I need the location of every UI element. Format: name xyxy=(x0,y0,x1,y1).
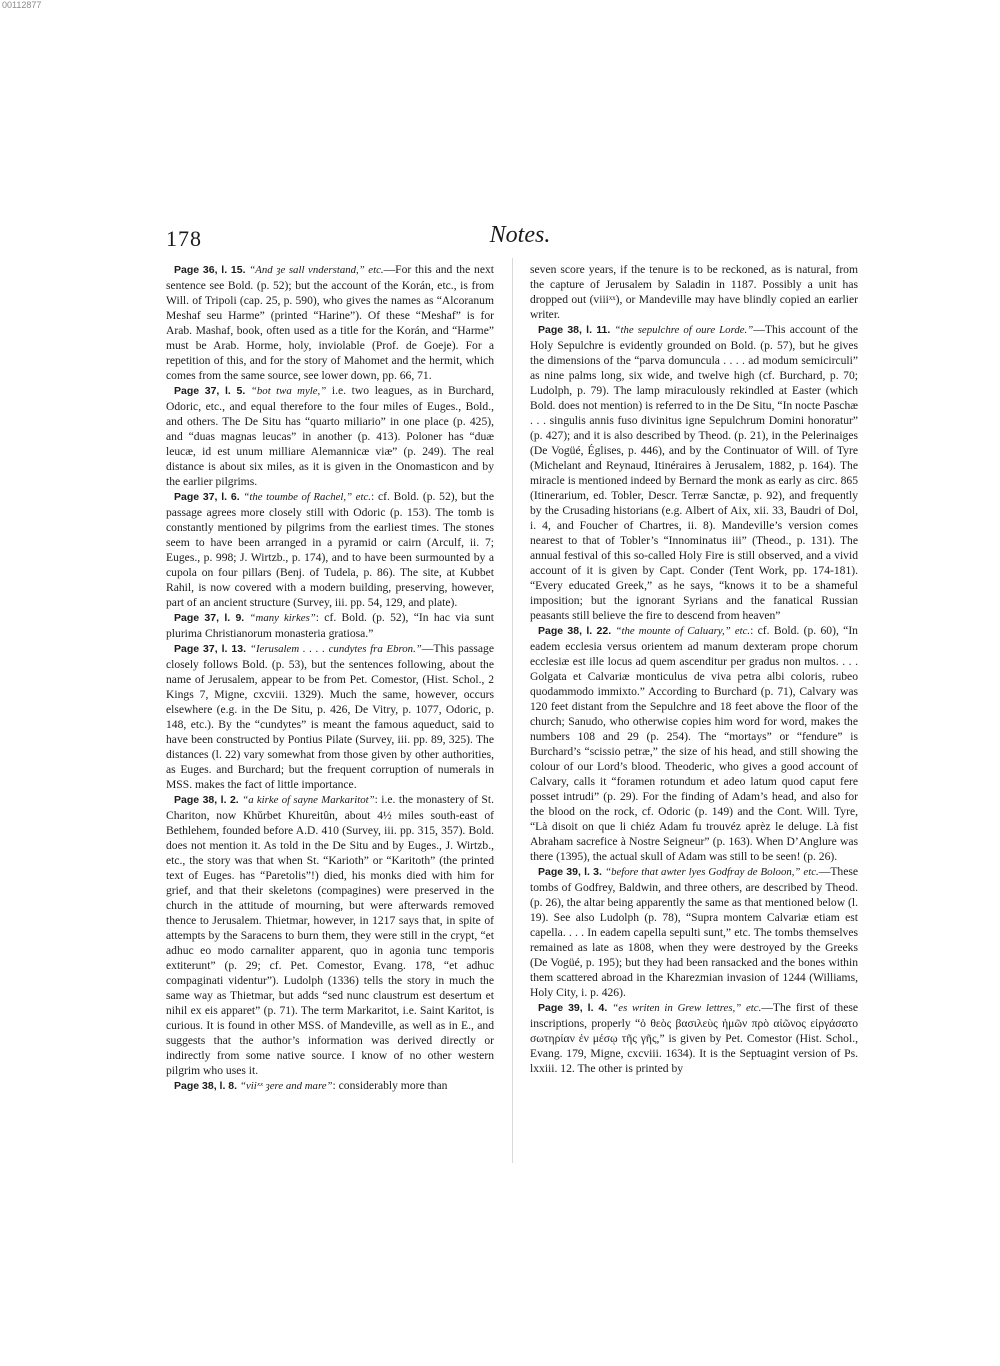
left-column xyxy=(166,262,494,1094)
note-reference: Page 36, l. 15. xyxy=(174,264,246,276)
note-text: —This account of the Holy Sepulchre is evidently grounded on Bold. (p. 57), but he gives the dimensions of the “parva domuncula . . . . ad modum semicirculi” as nine palms long, six wide, and twelve high (cf. Burchard, p. 70; Ludolph, p. 79). The lamp miraculously rekindled at Easter (which Bold. does not mention) is referred to in the De Situ, “In nocte Paschæ . . . singulis annis fuso divinitus igne Sepulchrum Domini honoratur” (p. 427); and it is also described by Theod. (p. 21), in the Pelerinaiges (De Vogüé, Églises, p. 446), and by the Continuator of Will. of Tyre (Michelant and Reynaud, Itinéraires à Jerusalem, 1882, p. 164). The miracle is mentioned indeed by Bernard the monk as early as circ. 865 (Itinerarium, ed. Tobler, Descr. Terræ Sanctæ, p. 92), and frequently by the Crusading historians (e.g. Albert of Aix, xii. 33, Baudri of Dol, i. 4, and Foucher of Chartres, ii. 8). Mandeville’s version comes nearest to that of Tobler’s “Innominatus iii” (Theod., p. 131). The annual festival of this so-called Holy Fire is still observed, and a vivid account of it is given by Capt. Conder (Tent Work, pp. 174-181). “Every educated Greek,” as he says, “knows it to be a shameful imposition; but the ignorant Syrians and the fanatical Russian peasants still believe the fire to descend from heaven” xyxy=(530,323,859,622)
note-reference: Page 38, l. 11. xyxy=(538,324,611,336)
column-divider xyxy=(512,258,513,1163)
note-paragraph xyxy=(530,322,858,623)
note-reference: Page 38, l. 22. xyxy=(538,625,612,637)
note-reference: Page 37, l. 9. xyxy=(174,612,245,624)
note-reference: Page 37, l. 5. xyxy=(174,385,246,397)
running-head: Notes. xyxy=(489,222,551,248)
note-reference: Page 39, l. 3. xyxy=(538,866,602,878)
note-paragraph xyxy=(166,610,494,641)
page-number: 178 xyxy=(166,226,202,251)
note-lemma: “many kirkes” xyxy=(249,612,316,624)
note-text: : cf. Bold. (p. 60), “In eadem ecclesia versus orientem ad manum dexteram prope chorum ecclesiæ est ille locus ad quem ascenditur per gradus non multos. . . . Golgata et Calvariæ monticulus de viva petra albi coloris, rubeo quodammodo immixto.” According to Burchard (p. 71), Calvary was 120 feet distant from the Sepulchre and 18 feet above the floor of the church; Sanudo, who otherwise copies him word for word, makes the numbers 108 and 29 (p. 254). The “mortays” or “fendure” is Burchard’s “scissio petræ,” the size of his head, and still showing the colour of our Lord’s blood. Theoderic, who gives a good account of Calvary, calls it “foramen rotundum et adeo latum quod caput fere posset intrudi” (p. 29). For the finding of Adam’s head, and also for the blood on the rock, cf. Odoric (p. 149) and the Cont. Will. Tyre, “Là disoit on que li chiéz Adam fu trouvéz aprèz le deluge. Là fist Abraham sacrefice à Nostre Seigneur” (p. 163). When D’Anglure was there (1395), the actual skull of Adam was still to be seen! (p. 26). xyxy=(530,624,858,863)
note-reference: Page 38, l. 2. xyxy=(174,794,239,806)
note-paragraph xyxy=(166,792,494,1078)
note-lemma: “the toumbe of Rachel,” etc. xyxy=(243,491,371,503)
note-paragraph xyxy=(530,623,858,864)
note-paragraph-continued xyxy=(530,262,858,322)
note-lemma: “bot twa myle,” xyxy=(250,385,327,397)
note-paragraph xyxy=(166,641,494,792)
note-lemma: “And ȝe sall vnderstand,” etc. xyxy=(249,264,384,276)
note-lemma: “the sepulchre of oure Lorde.” xyxy=(614,324,754,336)
note-reference: Page 39, l. 4. xyxy=(538,1002,608,1014)
note-text: —This passage closely follows Bold. (p. 53), but the sentences following, about the name of Jerusalem, appear to be from Pet. Comestor, (Hist. Schol., 2 Kings 7, Migne, cxcviii. 1329). Much the same, however, occurs elsewhere (e.g. in the De Situ, p. 426, De Vitry, p. 1077, Odoric, p. 148, etc.). By the “cundytes” is meant the famous aqueduct, said to have been constructed by Pontius Pilate (Survey, iii. pp. 89, 325). The distances (l. 22) vary somewhat from those given by other authorities, as Euges. and Burchard; but the frequent corruption of numerals in MSS. makes the fact of little importance. xyxy=(166,642,494,791)
note-paragraph xyxy=(166,1078,494,1094)
note-paragraph xyxy=(530,864,858,1000)
note-lemma: “Ierusalem . . . . cundytes fra Ebron.” xyxy=(249,643,422,655)
note-lemma: “viiˣˣ ȝere and mare” xyxy=(239,1080,333,1092)
note-paragraph xyxy=(166,383,494,489)
note-lemma: “es writen in Grew lettres,” etc. xyxy=(612,1002,762,1014)
note-lemma: “a kirke of sayne Markaritot” xyxy=(242,794,375,806)
note-text: i.e. two leagues, as in Burchard, Odoric, etc., and equal therefore to the four miles of Euges., Bold., and others. The De Situ has “quarto miliario” in one place (p. 425), and “duas magnas leucas” in another (p. 413). Poloner has “duæ leucæ, id est unum milliare Alemannicæ viæ” (p. 249). The real distance is about six miles, as it is given in the Onomasticon and by the earlier pilgrims. xyxy=(166,384,494,488)
note-text: : i.e. the monastery of St. Chariton, now Khŭrbet Khureitûn, about 4½ miles south-east of Bethlehem, founded before A.D. 410 (Survey, iii. pp. 315, 357). Bold. does not mention it. As told in the De Situ and by Euges., J. Wirtzb., etc., the story was that when St. “Karioth” or “Karitoth” (the printed text of Euges. has “Paretolis”!) died, his monks died with him for grief, and that their skeletons (compagines) were preserved in the church in the attitude of mourning, but were afterwards removed thence to Jerusalem. Thietmar, however, in 1217 says that, in spite of attempts by the Saracens to burn them, they were still in the crypt, “et adhuc eo modo carnaliter apparent, quo in agonia tunc temporis extiterunt” (p. 29; cf. Pet. Comestor, Evang. 178, “et adhuc compaginati videntur”). Ludolph (1336) tells the story in much the same way as Thietmar, but adds “sed nunc claustrum est desertum et nihil ex eis apparet” (p. 71). The term Markaritot, i.e. Saint Karitot, is curious. It is found in other MSS. of Mandeville, as well as in E., and suggests that the author’s information was derived directly or indirectly from some native source. I know of no other western pilgrim who uses it. xyxy=(166,793,494,1077)
note-paragraph xyxy=(166,489,494,610)
scan-identifier: 00112877 xyxy=(2,0,42,10)
note-lemma: “before that awter lyes Godfray de Boloon,” etc. xyxy=(605,866,819,878)
note-text: —The first of these inscriptions, properly “ὁ θεὸς βασιλεὺς ἡμῶν πρὸ αἰῶνος εἰργάσατο σωτηρίαν ἐν μέσῳ τῆς γῆς,” is given by Pet. Comestor (Hist. Schol., Evang. 179, Migne, cxcviii. 1634). It is the Septuagint version of Ps. lxxiii. 12. The other is printed by xyxy=(530,1001,859,1075)
note-reference: Page 37, l. 6. xyxy=(174,491,240,503)
note-paragraph xyxy=(166,262,494,383)
note-lemma: “the mounte of Caluary,” etc. xyxy=(615,625,751,637)
note-text: —For this and the next sentence see Bold. (p. 52); but the account of the Korán, etc., is from Will. of Tripoli (cap. 25, p. 590), who gives the names as “Alcoranum Meshaf seu Harme” (printed “Harine”). Of these “Meshaf” is for Arab. Mashaf, book, often used as a title for the Korán, and “Harme” must be Arab. Horme, holy, inviolable (Prof. de Goeje). For a repetition of this, and for the story of Mahomet and the hermit, which comes from the same source, see lower down, pp. 66, 71. xyxy=(166,263,494,382)
right-column xyxy=(530,262,858,1076)
note-text: —These tombs of Godfrey, Baldwin, and three others, are described by Theod. (p. 26), the altar being apparently the same as that mentioned below (l. 19). See also Ludolph (p. 78), “Supra montem Calvariæ etiam est capella. . . . In eadem capella sepulti sunt,” etc. The tombs themselves remained as late as 1808, when they were destroyed by the Greeks (De Vogüé, p. 195); but they had been ransacked and the bones within them scattered abroad in the Kharezmian invasion of 1244 (Williams, Holy City, i. p. 426). xyxy=(530,865,858,999)
note-text: : considerably more than xyxy=(332,1079,448,1092)
note-reference: Page 37, l. 13. xyxy=(174,643,246,655)
note-text: : cf. Bold. (p. 52), “In hac via sunt plurima Christianorum monasteria gratiosa.” xyxy=(166,611,494,640)
note-reference: Page 38, l. 8. xyxy=(174,1080,238,1092)
note-text: seven score years, if the tenure is to be reckoned, as is natural, from the capture of Jerusalem by Saladin in 1187. Possibly a unit has dropped out (viiiˣˣ), or Mandeville may have blindly copied an earlier writer. xyxy=(530,263,858,321)
note-paragraph xyxy=(530,1000,858,1076)
note-text: : cf. Bold. (p. 52), but the passage agrees more closely still with Odoric (p. 153). The tomb is constantly mentioned by pilgrims from the earliest times. The stones seem to have been arranged in a pyramid or cairn (Arculf, ii. 7; Euges., p. 998; J. Wirtzb., p. 174), and to have been surmounted by a cupola on four pillars (Benj. of Tudela, p. 86). The site, at Kubbet Rahil, is now covered with a modern building, preserving, however, part of an ancient structure (Survey, iii. pp. 54, 129, and plate). xyxy=(166,490,494,609)
